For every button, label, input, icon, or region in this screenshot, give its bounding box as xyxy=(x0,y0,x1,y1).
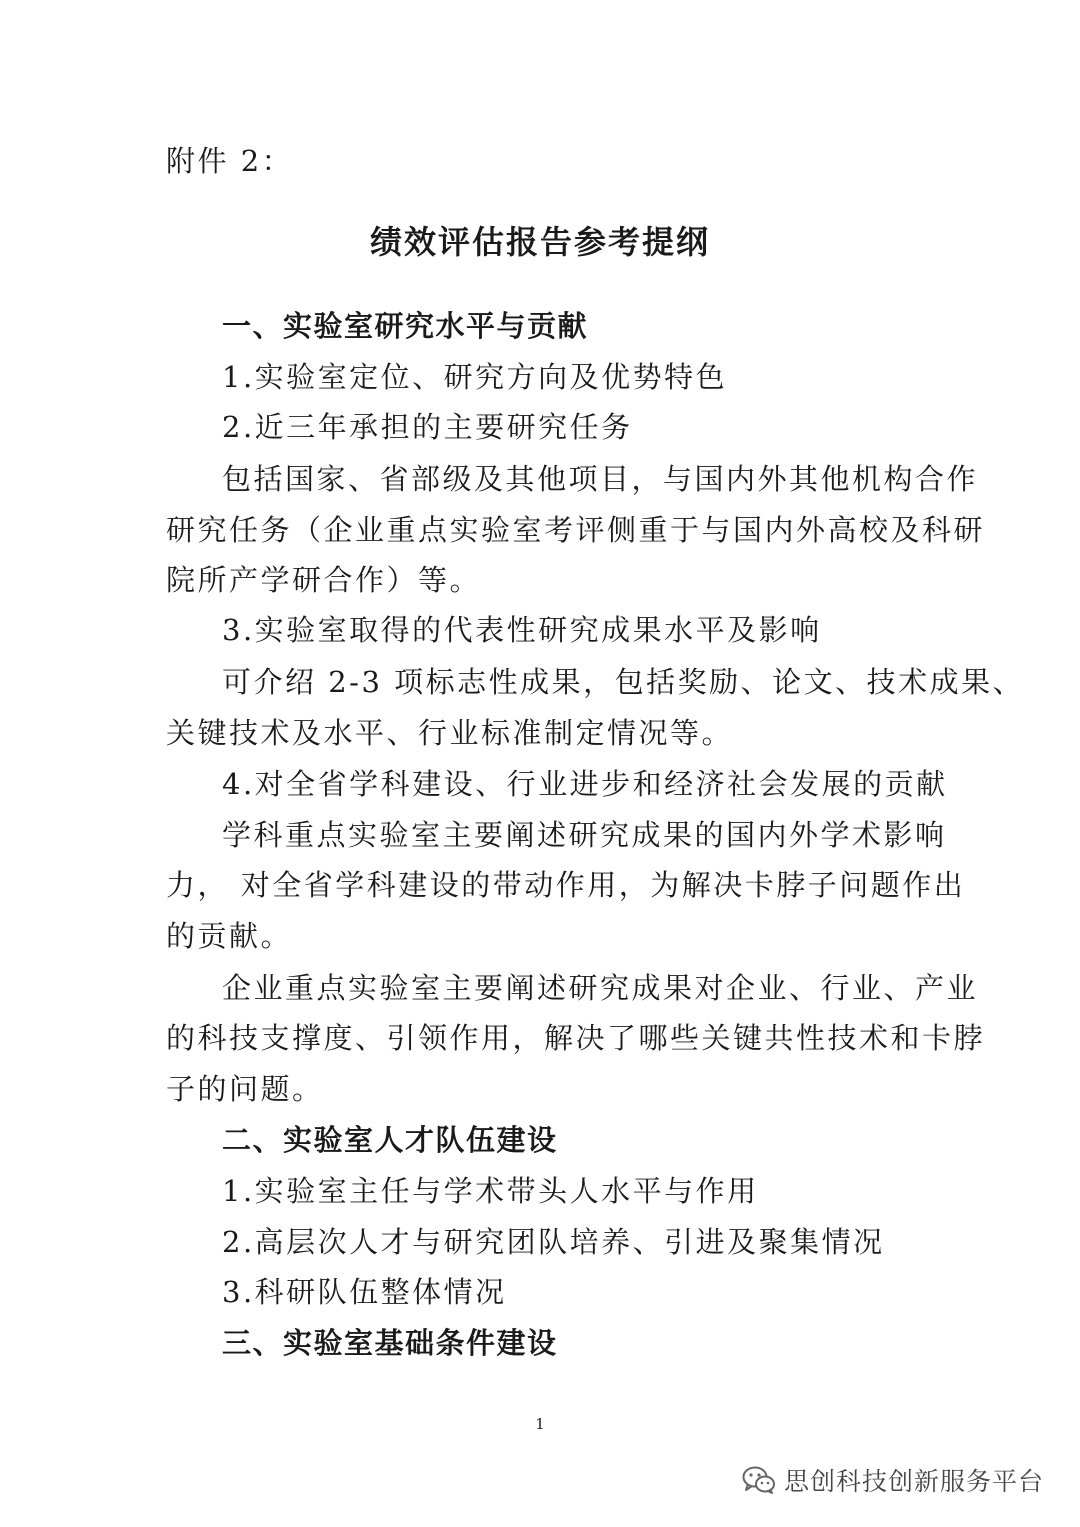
paragraph-line: 的贡献。 xyxy=(166,919,293,953)
paragraph-line: 院所产学研合作）等。 xyxy=(166,563,482,597)
paragraph-line: 可介绍 2-3 项标志性成果，包括奖励、论文、技术成果、 xyxy=(222,665,1025,699)
outline-item: 3.科研队伍整体情况 xyxy=(222,1275,507,1309)
attachment-label: 附件 2： xyxy=(166,144,294,178)
paragraph-line: 企业重点实验室主要阐述研究成果对企业、行业、产业 xyxy=(222,971,979,1005)
section-heading: 二、实验室人才队伍建设 xyxy=(222,1123,558,1157)
outline-item: 1.实验室主任与学术带头人水平与作用 xyxy=(222,1174,759,1208)
paragraph-line: 关键技术及水平、行业标准制定情况等。 xyxy=(166,716,734,750)
paragraph-line: 的科技支撑度、引领作用，解决了哪些关键共性技术和卡脖 xyxy=(166,1021,986,1055)
paragraph-line: 包括国家、省部级及其他项目，与国内外其他机构合作 xyxy=(222,462,979,496)
paragraph-line: 研究任务（企业重点实验室考评侧重于与国内外高校及科研 xyxy=(166,513,986,547)
outline-item: 4.对全省学科建设、行业进步和经济社会发展的贡献 xyxy=(222,767,948,801)
outline-item: 2.高层次人才与研究团队培养、引进及聚集情况 xyxy=(222,1225,885,1259)
section-heading: 三、实验室基础条件建设 xyxy=(222,1326,558,1360)
paragraph-line: 子的问题。 xyxy=(166,1072,324,1106)
watermark xyxy=(742,1462,1044,1498)
document-title: 绩效评估报告参考提纲 xyxy=(369,223,710,261)
section-heading: 一、实验室研究水平与贡献 xyxy=(222,309,589,343)
outline-item: 1.实验室定位、研究方向及优势特色 xyxy=(222,360,728,394)
page-number: 1 xyxy=(535,1415,545,1433)
paragraph-line: 学科重点实验室主要阐述研究成果的国内外学术影响 xyxy=(222,818,947,852)
outline-item: 2.近三年承担的主要研究任务 xyxy=(222,410,633,444)
watermark-text: 思创科技创新服务平台 xyxy=(783,1467,1044,1496)
outline-item: 3.实验室取得的代表性研究成果水平及影响 xyxy=(222,613,822,647)
wechat-icon xyxy=(742,1465,776,1495)
paragraph-line: 力， 对全省学科建设的带动作用，为解决卡脖子问题作出 xyxy=(166,868,966,902)
